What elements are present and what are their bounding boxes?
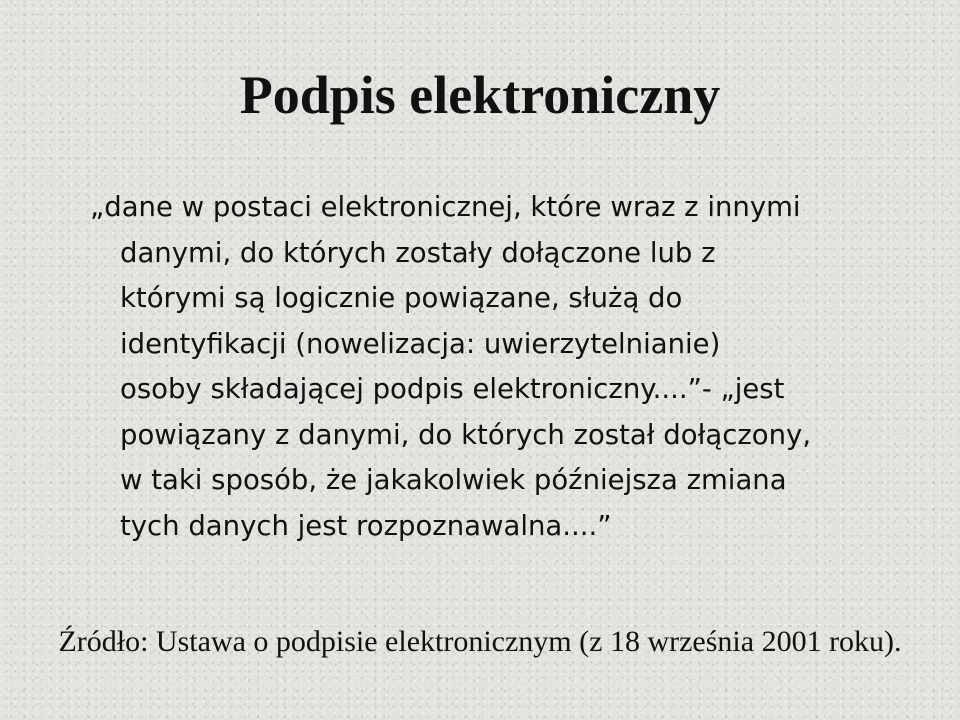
slide-title: Podpis elektroniczny	[239, 65, 721, 125]
source-citation: Źródło: Ustawa o podpisie elektronicznym (z 18 września 2001 roku).	[58, 625, 902, 658]
quote-line: w taki sposób, że jakakolwiek późniejsza zmiana	[120, 464, 787, 496]
quote-line: którymi są logicznie powiązane, służą do	[120, 282, 683, 314]
quote-line: osoby składającej podpis elektroniczny....”- „jest	[120, 373, 785, 405]
quote-line: „dane w postaci elektronicznej, które wraz z innymi	[90, 191, 801, 223]
quote-line: identyfikacji (nowelizacja: uwierzytelnianie)	[120, 327, 721, 360]
quote-text	[90, 185, 880, 549]
quote-line: tych danych jest rozpoznawalna....”	[120, 509, 612, 542]
quote-line: powiązany z danymi, do których został dołączony,	[120, 418, 812, 451]
quote-line: danymi, do których zostały dołączone lub z	[120, 236, 716, 269]
